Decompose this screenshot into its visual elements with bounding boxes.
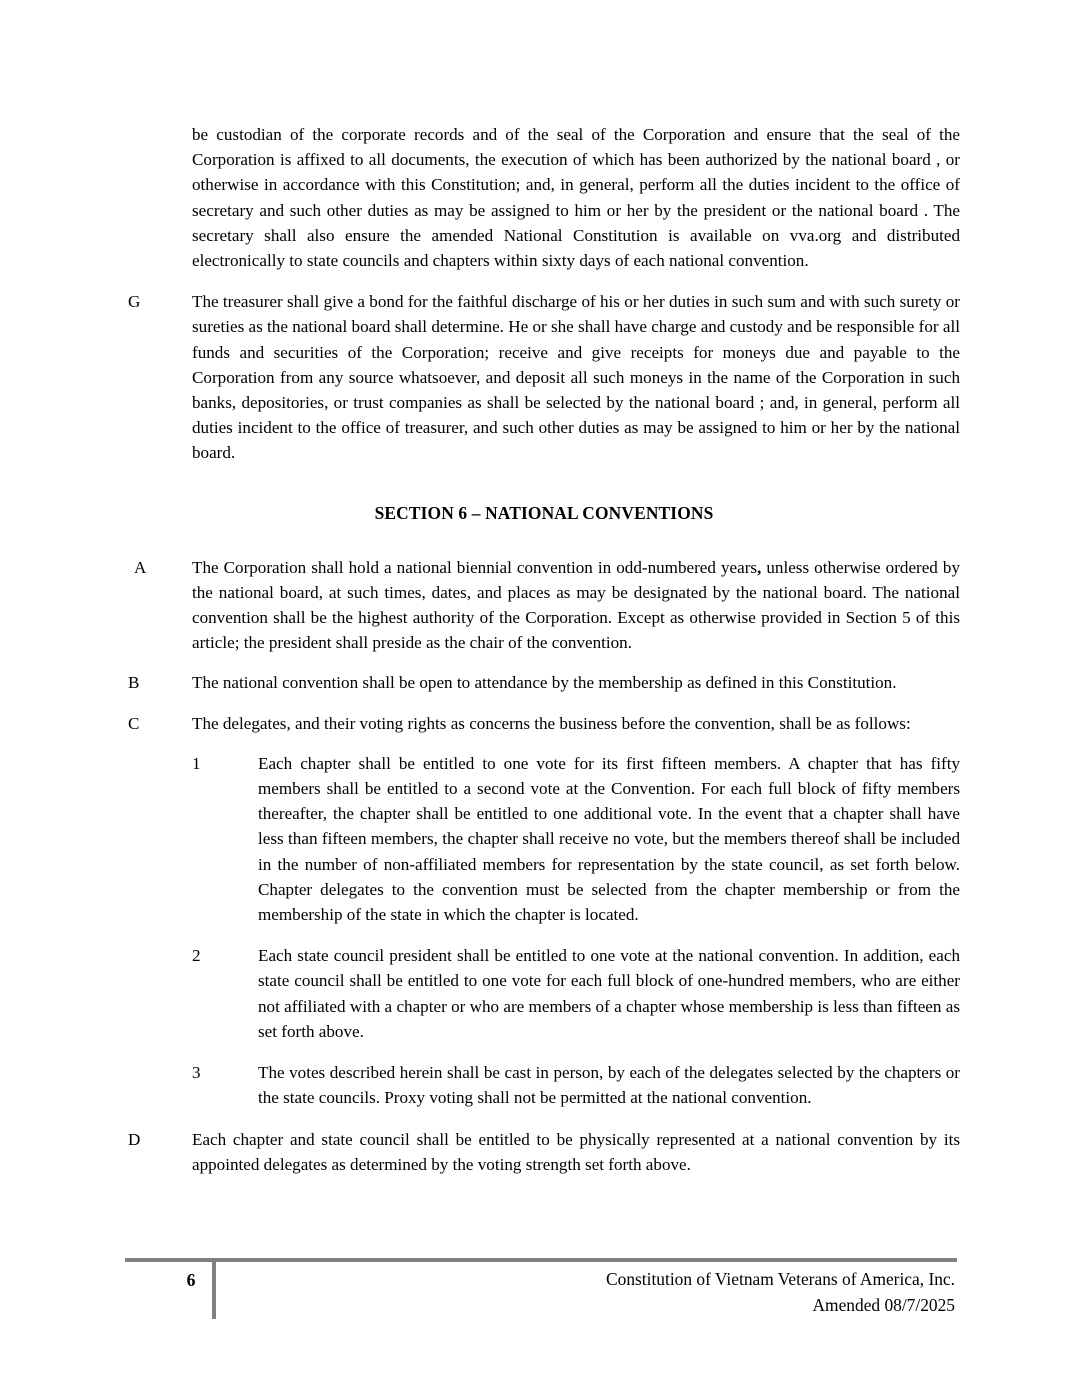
paragraph-c-text: The delegates, and their voting rights as concerns the business before the convention, shall be as follows:	[192, 713, 911, 733]
paragraph-a-text-part1: The Corporation shall hold a national biennial convention in odd-numbered years	[192, 557, 758, 577]
list-item-number-1: 1	[192, 753, 201, 773]
footer-amended-line: Amended 08/7/2025	[812, 1294, 955, 1315]
paragraph-a-bold-comma: ,	[757, 557, 762, 577]
section-heading: SECTION 6 – NATIONAL CONVENTIONS	[374, 502, 714, 523]
continued-paragraph: be custodian of the corporate records and of the seal of the Corporation and ensure that the seal of the Corporation is affixed to all documents, the execution of which has been authorized by the national board , or otherwise in accordance with this Constitution; and, in general, perform all the duties incident to the office of secretary and such other duties as may be assigned to him or her by the president or the national board . The secretary shall also ensure the amended National Constitution is available on vva.org and distributed electronically to state councils and chapters within sixty days of each national convention.	[192, 125, 960, 271]
paragraph-b-text: The national convention shall be open to attendance by the membership as defined in this Constitution.	[192, 673, 897, 693]
list-item-number-2: 2	[192, 946, 201, 966]
list-item	[192, 751, 960, 927]
footer-vertical-divider	[212, 1262, 216, 1319]
list-item-text-2: Each state council president shall be entitled to one vote at the national convention. In addition, each state council shall be entitled to one vote for each full block of one-hundred members, who are either not affiliated with a chapter or who are members of a chapter whose membership is less than fifteen as set forth above.	[258, 946, 960, 1041]
list-item-text-3: The votes described herein shall be cast in person, by each of the delegates selected by the chapters or the state councils. Proxy voting shall not be permitted at the national convention.	[258, 1063, 960, 1108]
list-item	[192, 1060, 960, 1110]
page-footer	[125, 1258, 957, 1332]
footer-title-line: Constitution of Vietnam Veterans of America, Inc.	[606, 1269, 955, 1289]
list-item-text-1: Each chapter shall be entitled to one vote for its first fifteen members. A chapter that has fifty members shall be entitled to a second vote at the Convention. For each full block of fifty members thereafter, the chapter shall be entitled to one additional vote. In the event that a chapter shall have less than fifteen members, the chapter shall receive no vote, but the members thereof shall be included in the number of non-affiliated members for representation by the state council, as set forth below. Chapter delegates to the convention must be selected from the chapter membership or from the membership of the state in which the chapter is located.	[258, 753, 960, 925]
paragraph-a-text	[192, 555, 960, 656]
paragraph-g	[128, 289, 960, 465]
paragraph-d-text: Each chapter and state council shall be entitled to be physically represented at a national convention by its appointed delegates as determined by the voting strength set forth above.	[192, 1129, 960, 1174]
paragraph-g-label: G	[128, 292, 141, 312]
page-content	[128, 122, 960, 1192]
paragraph-b-label: B	[128, 673, 140, 693]
paragraph-d	[128, 1127, 960, 1177]
paragraph-a-text-part2: unless otherwise ordered by the national board, at such times, dates, and places as may be designated by the national board. The national convention shall be the highest authority of the Corporation. Except as otherwise provided in Section 5 of this article; the president shall preside as the chair of the convention.	[192, 557, 960, 653]
footer-text-block	[606, 1267, 955, 1318]
footer-row	[125, 1262, 957, 1332]
paragraph-a-label: A	[134, 557, 147, 577]
paragraph-c	[128, 711, 960, 736]
paragraph-g-text: The treasurer shall give a bond for the faithful discharge of his or her duties in such sum and with such surety or sureties as the national board shall determine. He or she shall have charge and custody and be responsible for all funds and securities of the Corporation; receive and give receipts for moneys due and payable to the Corporation from any source whatsoever, and deposit all such moneys in the name of the Corporation in such banks, depositories, or trust companies as shall be selected by the national board ; and, in general, perform all duties incident to the office of treasurer, and such other duties as may be assigned to him or her by the national board.	[192, 292, 960, 463]
paragraph-d-label: D	[128, 1129, 141, 1149]
paragraph-c-label: C	[128, 713, 140, 733]
list-item	[192, 943, 960, 1044]
list-item-number-3: 3	[192, 1063, 201, 1083]
page-number: 6	[186, 1270, 196, 1290]
paragraph-b	[128, 670, 960, 695]
numbered-list	[192, 751, 960, 1111]
paragraph-a	[128, 555, 960, 656]
